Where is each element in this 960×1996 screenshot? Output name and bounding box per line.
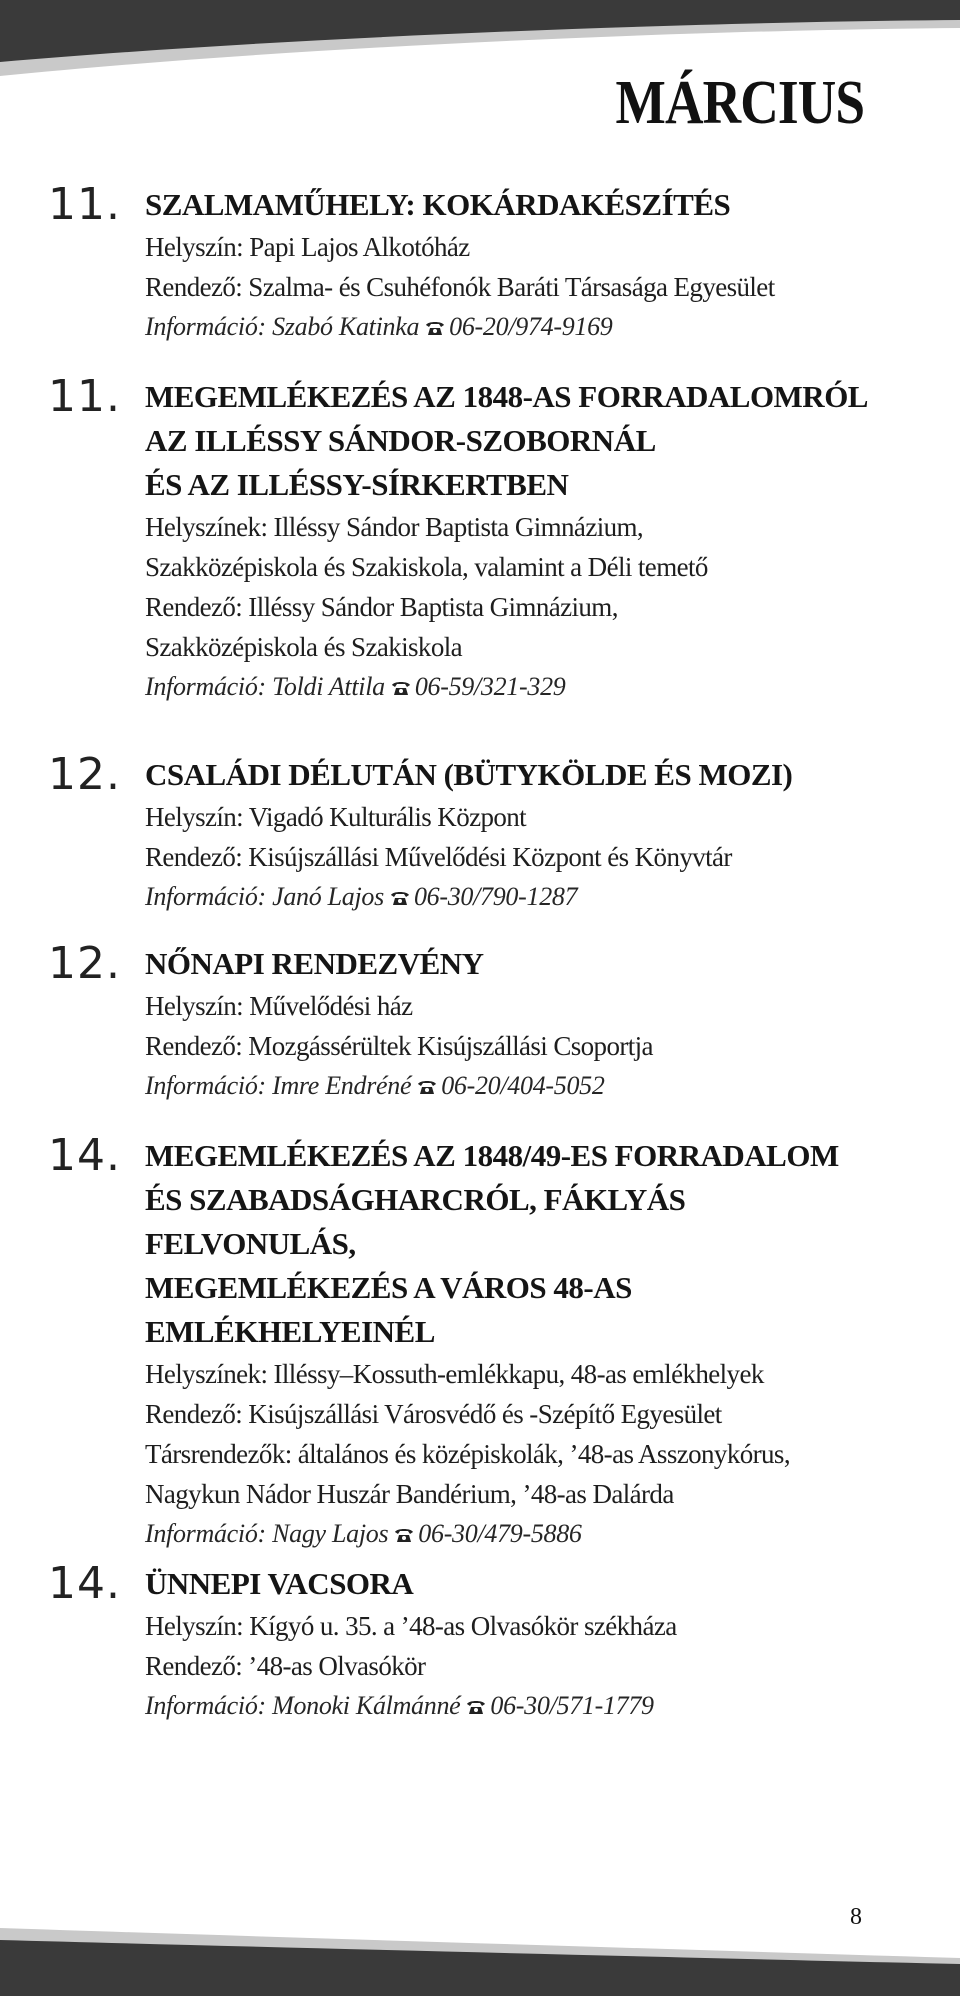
info-phone: 06-30/571-1779 <box>490 1691 654 1720</box>
event-info <box>145 1686 885 1726</box>
info-contact: Információ: Nagy Lajos <box>145 1519 389 1548</box>
event-co-organizers: Társrendezők: általános és középiskolák, ’48-as Asszonykórus, <box>145 1439 790 1469</box>
info-contact: Információ: Janó Lajos <box>145 882 384 911</box>
event-info <box>145 877 885 917</box>
month-title: MÁRCIUS <box>615 69 864 137</box>
event-title-line: NŐNAPI RENDEZVÉNY <box>145 946 484 981</box>
event-title-line: ÉS AZ ILLÉSSY-SÍRKERTBEN <box>145 467 569 502</box>
event-title-line: AZ ILLÉSSY SÁNDOR-SZOBORNÁL <box>145 423 656 458</box>
event-info <box>145 1514 885 1554</box>
event-organizer: Rendező: ’48-as Olvasókör <box>145 1651 426 1681</box>
info-contact: Információ: Imre Endréné <box>145 1071 412 1100</box>
event-info <box>145 1066 885 1106</box>
event-title <box>145 942 885 986</box>
event-date: 12. <box>48 749 121 800</box>
event-venue: Helyszínek: Illéssy–Kossuth-emlékkapu, 48-as emlékhelyek <box>145 1359 764 1389</box>
event-venue: Helyszín: Művelődési ház <box>145 991 413 1021</box>
event-organizer: Rendező: Mozgássérültek Kisújszállási Csoportja <box>145 1031 653 1061</box>
event-organizer: Rendező: Szalma- és Csuhéfonók Baráti Társasága Egyesület <box>145 272 775 302</box>
event-title-line: MEGEMLÉKEZÉS AZ 1848-AS FORRADALOMRÓL <box>145 379 868 414</box>
event-title-line: MEGEMLÉKEZÉS A VÁROS 48-AS <box>145 1270 632 1305</box>
event-content <box>145 375 885 707</box>
info-contact: Információ: Szabó Katinka <box>145 312 420 341</box>
event-venue: Helyszín: Kígyó u. 35. a ’48-as Olvasókör székháza <box>145 1611 677 1641</box>
event-organizer-cont: Szakközépiskola és Szakiskola <box>145 632 463 662</box>
page-number: 8 <box>850 1904 862 1930</box>
event-organizer: Rendező: Kisújszállási Művelődési Központ és Könyvtár <box>145 842 732 872</box>
event-date: 14. <box>48 1130 121 1181</box>
event-content <box>145 1562 885 1726</box>
event-title-line: SZALMAMŰHELY: KOKÁRDAKÉSZÍTÉS <box>145 187 731 222</box>
telephone-icon <box>394 1527 414 1543</box>
event-venue: Helyszínek: Illéssy Sándor Baptista Gimnázium, <box>145 512 644 542</box>
telephone-icon <box>391 680 411 696</box>
event-venue: Helyszín: Papi Lajos Alkotóház <box>145 232 470 262</box>
event-content <box>145 753 885 917</box>
event-info <box>145 307 885 347</box>
event-date: 11. <box>48 371 121 422</box>
event-date: 12. <box>48 938 121 989</box>
telephone-icon <box>390 890 410 906</box>
event-title <box>145 1134 885 1354</box>
event-title-line: ÉS SZABADSÁGHARCRÓL, FÁKLYÁS FELVONULÁS, <box>145 1182 686 1261</box>
telephone-icon <box>425 320 445 336</box>
telephone-icon <box>466 1699 486 1715</box>
event-title-line: CSALÁDI DÉLUTÁN (BÜTYKÖLDE ÉS MOZI) <box>145 757 793 792</box>
event-content <box>145 942 885 1106</box>
event-title-line: ÜNNEPI VACSORA <box>145 1566 414 1601</box>
info-contact: Információ: Toldi Attila <box>145 672 385 701</box>
event-title <box>145 753 885 797</box>
event-date: 14. <box>48 1558 121 1609</box>
event-organizer: Rendező: Illéssy Sándor Baptista Gimnázium, <box>145 592 618 622</box>
event-venue: Helyszín: Vigadó Kulturális Központ <box>145 802 527 832</box>
event-title <box>145 183 885 227</box>
telephone-icon <box>417 1079 437 1095</box>
event-info <box>145 667 885 707</box>
bottom-decorative-band <box>0 1880 960 1996</box>
info-phone: 06-30/790-1287 <box>413 882 578 911</box>
info-phone: 06-20/404-5052 <box>441 1071 605 1100</box>
event-content <box>145 183 885 347</box>
event-date: 11. <box>48 179 121 230</box>
event-title-line: EMLÉKHELYEINÉL <box>145 1314 435 1349</box>
event-venue-cont: Szakközépiskola és Szakiskola, valamint a Déli temető <box>145 552 708 582</box>
event-title-line: MEGEMLÉKEZÉS AZ 1848/49-ES FORRADALOM <box>145 1138 839 1173</box>
event-title <box>145 375 885 507</box>
event-co-organizers-cont: Nagykun Nádor Huszár Bandérium, ’48-as Dalárda <box>145 1479 674 1509</box>
event-title <box>145 1562 885 1606</box>
info-contact: Információ: Monoki Kálmánné <box>145 1691 461 1720</box>
info-phone: 06-20/974-9169 <box>449 312 613 341</box>
event-content <box>145 1134 885 1554</box>
info-phone: 06-59/321-329 <box>414 672 566 701</box>
info-phone: 06-30/479-5886 <box>418 1519 582 1548</box>
event-organizer: Rendező: Kisújszállási Városvédő és -Szépítő Egyesület <box>145 1399 722 1429</box>
